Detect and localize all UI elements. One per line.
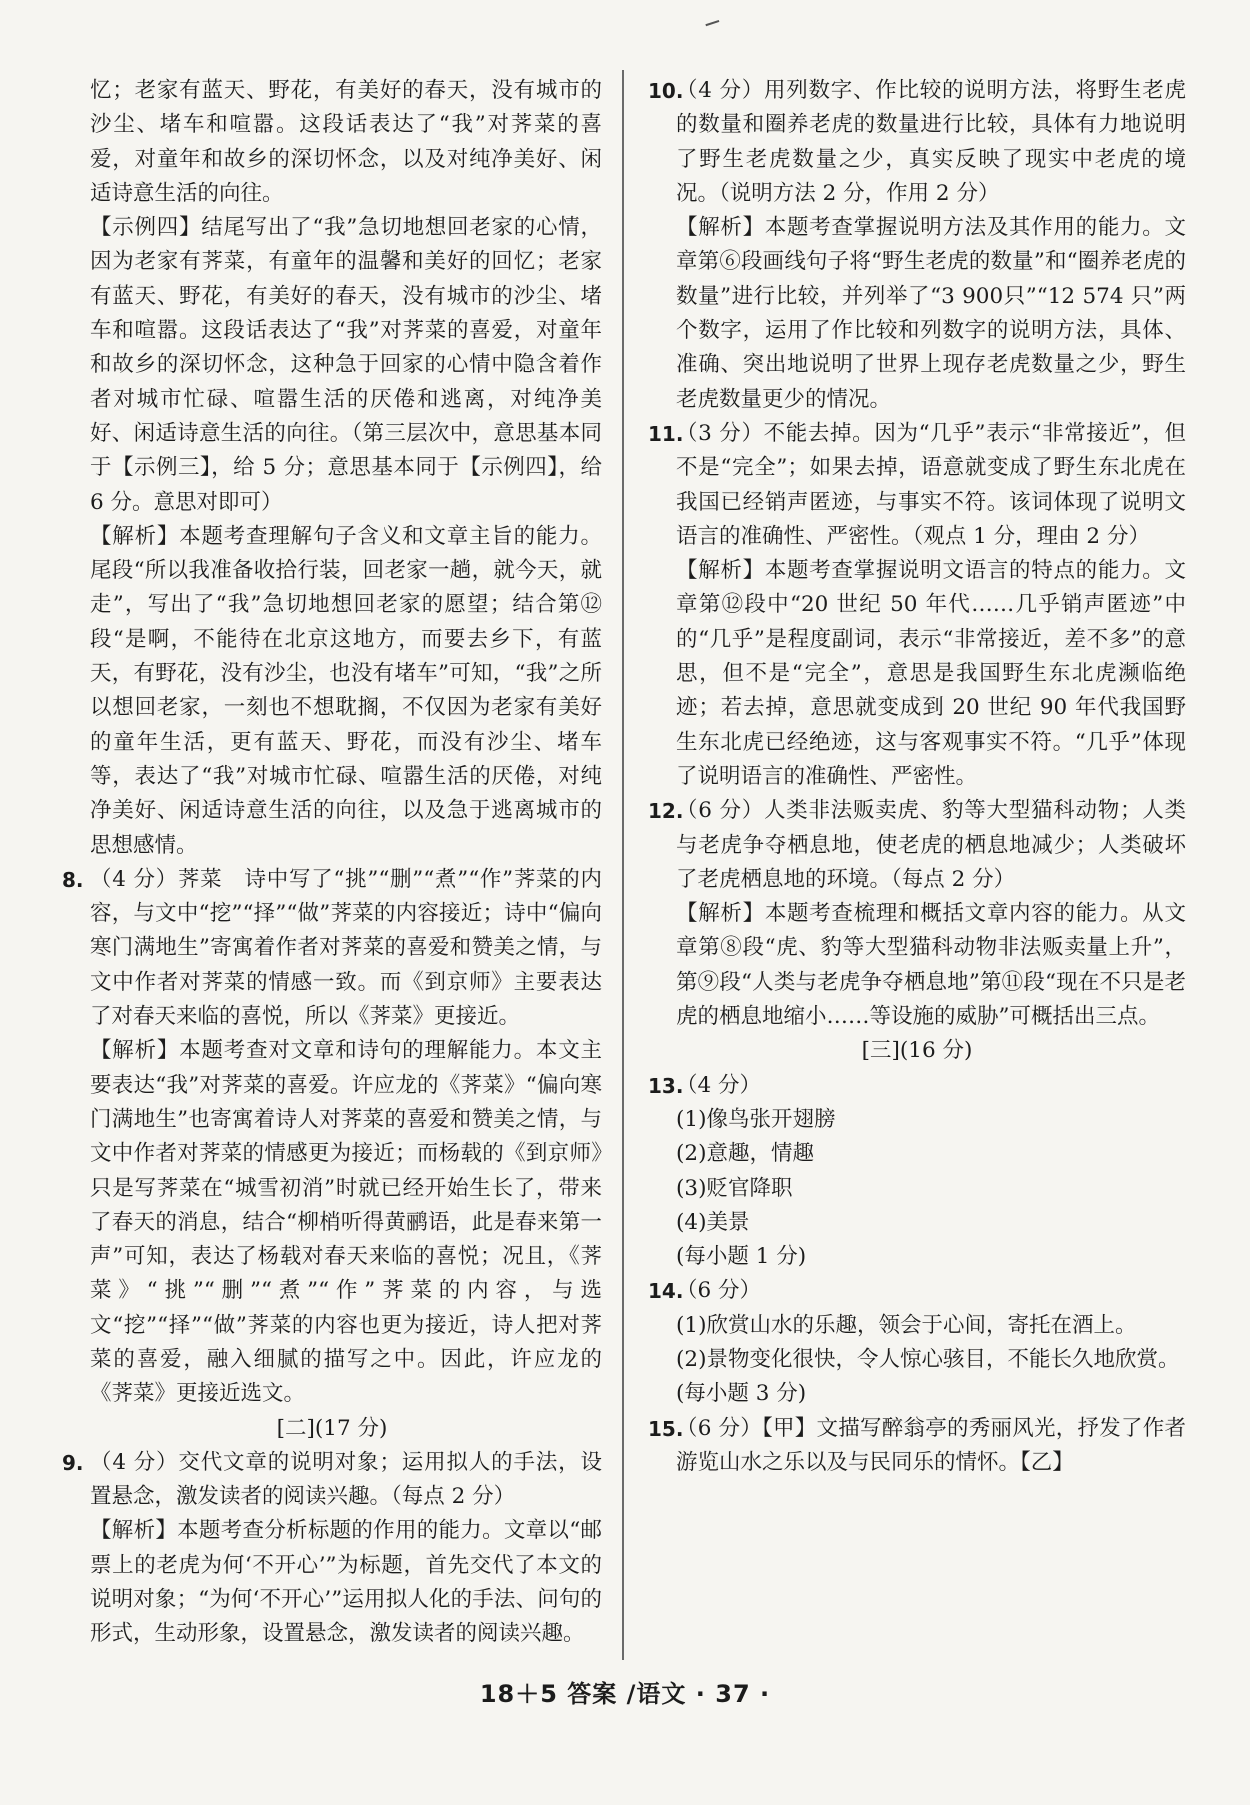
question-number: 12.: [648, 799, 684, 824]
section-heading-2: [二](17 分): [276, 1415, 388, 1441]
sub-answer: (1)欣赏山水的乐趣，领会于心间，寄托在酒上。: [676, 1312, 1137, 1338]
sub-answer: (3)贬官降职: [676, 1175, 793, 1201]
score-text: （4 分）: [676, 1072, 762, 1098]
page-footer: 18＋5 答案 /语文 · 37 ·: [479, 1680, 771, 1708]
sub-answer: (4)美景: [676, 1209, 750, 1235]
question-12: [648, 794, 1186, 1034]
answer-text: （3 分）不能去掉。因为“几乎”表示“非常接近”，但不是“完全”；如果去掉，语意就变成了野生东北虎在我国已经销声匿迹，与事实不符。该词体现了说明文语言的准确性、严密性。（观点 1 分，理由 2 分）: [676, 420, 1186, 549]
sub-answer: (1)像鸟张开翅膀: [676, 1106, 836, 1132]
answer-text: （4 分）用列数字、作比较的说明方法，将野生老虎的数量和圈养老虎的数量进行比较，具体有力地说明了野生老虎数量之少，真实反映了现实中老虎的境况。（说明方法 2 分，作用 2 分）: [676, 78, 1186, 206]
question-14: [648, 1274, 1186, 1411]
paragraph-example-four: 【示例四】结尾写出了“我”急切地想回老家的心情，因为老家有荠菜，有童年的温馨和美好的回忆；老家有蓝天、野花，有美好的春天，没有城市的沙尘、堵车和喧嚣。这段话表达了“我”对荠菜的喜爱，对童年和故乡的深切怀念，这种急于回家的心情中隐含着作者对城市忙碌、喧嚣生活的厌倦和逃离，对纯净美好、闲适诗意生活的向往。（第三层次中，意思基本同于【示例三】，给 5 分；意思基本同于【示例四】，给 6 分。意思对即可）: [90, 215, 602, 515]
answer-text: （4 分）交代文章的说明对象；运用拟人的手法，设置悬念，激发读者的阅读兴趣。（每点 2 分）: [90, 1449, 602, 1510]
score-note: (每小题 1 分): [676, 1244, 807, 1270]
answer-text: （6 分）人类非法贩卖虎、豹等大型猫科动物；人类与老虎争夺栖息地，使老虎的栖息地减少；人类破坏了老虎栖息地的环境。（每点 2 分）: [676, 798, 1186, 892]
question-number: 11.: [648, 421, 684, 446]
sub-answer: (2)意趣，情趣: [676, 1141, 814, 1167]
print-mark: [705, 20, 720, 30]
question-8: [62, 863, 602, 1412]
question-15: [648, 1412, 1186, 1481]
question-9: [62, 1446, 602, 1652]
right-column: [648, 74, 1186, 1480]
section-heading-3: [三](16 分): [861, 1038, 973, 1064]
question-number: 13.: [648, 1073, 684, 1098]
answer-text: （4 分）荠菜 诗中写了“挑”“删”“煮”“作”荠菜的内容，与文中“挖”“择”“做”荠菜的内容接近；诗中“偏向寒门满地生”寄寓着作者对荠菜的喜爱和赞美之情，与文中作者对荠菜的情感一致。而《到京师》主要表达了对春天来临的喜悦，所以《荠菜》更接近。: [90, 866, 602, 1030]
analysis-text: 【解析】本题考查对文章和诗句的理解能力。本文主要表达“我”对荠菜的喜爱。许应龙的《荠菜》“偏向寒门满地生”也寄寓着诗人对荠菜的喜爱和赞美之情，与文中作者对荠菜的情感更为接近；而杨载的《到京师》只是写荠菜在“城雪初消”时就已经开始生长了，带来了春天的消息，结合“柳梢听得黄鹂语，此是春来第一声”可知，表达了杨载对春天来临的喜悦；况且，《荠菜》“挑”“删”“煮”“作”荠菜的内容，与选文“挖”“择”“做”荠菜的内容也更为接近，诗人把对荠菜的喜爱，融入细腻的描写之中。因此，许应龙的《荠菜》更接近选文。: [90, 1038, 602, 1407]
question-number: 8.: [62, 867, 84, 892]
left-column: [62, 74, 602, 1652]
answer-text: （6 分）【甲】文描写醉翁亭的秀丽风光，抒发了作者游览山水之乐以及与民同乐的情怀。【乙】: [676, 1415, 1186, 1475]
question-number: 14.: [648, 1279, 684, 1304]
analysis-text: 【解析】本题考查掌握说明方法及其作用的能力。文章第⑥段画线句子将“野生老虎的数量”和“圈养老虎的数量”进行比较，并列举了“3 900只”“12 574 只”两个数字，运用了作比较和列数字的说明方法，具体、准确、突出地说明了世界上现存老虎数量之少，野生老虎数量更少的情况。: [676, 215, 1186, 412]
paragraph-analysis-q7: 【解析】本题考查理解句子含义和文章主旨的能力。尾段“所以我准备收拾行装，回老家一趟，就今天，就走”，写出了“我”急切地想回老家的愿望；结合第⑫段“是啊，不能待在北京这地方，而要去乡下，有蓝天，有野花，没有沙尘，也没有堵车”可知，“我”之所以想回老家，一刻也不想耽搁，不仅因为老家有美好的童年生活，更有蓝天、野花，而没有沙尘、堵车等，表达了“我”对城市忙碌、喧嚣生活的厌倦，对纯净美好、闲适诗意生活的向往，以及急于逃离城市的思想感情。: [90, 523, 602, 858]
column-divider: [622, 70, 624, 1660]
question-number: 15.: [648, 1416, 684, 1441]
analysis-text: 【解析】本题考查梳理和概括文章内容的能力。从文章第⑧段“虎、豹等大型猫科动物非法贩卖量上升”，第⑨段“人类与老虎争夺栖息地”第⑪段“现在不只是老虎的栖息地缩小……等设施的威胁”可概括出三点。: [676, 901, 1186, 1030]
question-11: [648, 417, 1186, 794]
score-note: (每小题 3 分): [676, 1381, 807, 1407]
question-number: 10.: [648, 79, 684, 103]
paragraph-example-three-end: 忆；老家有蓝天、野花，有美好的春天，没有城市的沙尘、堵车和喧嚣。这段话表达了“我”对荠菜的喜爱，对童年和故乡的深切怀念，以及对纯净美好、闲适诗意生活的向往。: [90, 78, 602, 206]
analysis-text: 【解析】本题考查掌握说明文语言的特点的能力。文章第⑫段中“20 世纪 50 年代……几乎销声匿迹”中的“几乎”是程度副词，表示“非常接近，差不多”的意思，但不是“完全”，意思是我国野生东北虎濒临绝迹；若去掉，意思就变成到 20 世纪 90 年代我国野生东北虎已经绝迹，这与客观事实不符。“几乎”体现了说明语言的准确性、严密性。: [676, 558, 1187, 789]
question-10: [648, 74, 1186, 417]
question-number: 9.: [62, 1450, 84, 1475]
question-13: [648, 1069, 1186, 1275]
analysis-text: 【解析】本题考查分析标题的作用的能力。文章以“邮票上的老虎为何‘不开心’”为标题，首先交代了本文的说明对象；“为何‘不开心’”运用拟人化的手法、问句的形式，生动形象，设置悬念，激发读者的阅读兴趣。: [90, 1518, 602, 1647]
sub-answer: (2)景物变化很快，令人惊心骇目，不能长久地欣赏。: [676, 1346, 1180, 1372]
score-text: （6 分）: [676, 1278, 762, 1304]
